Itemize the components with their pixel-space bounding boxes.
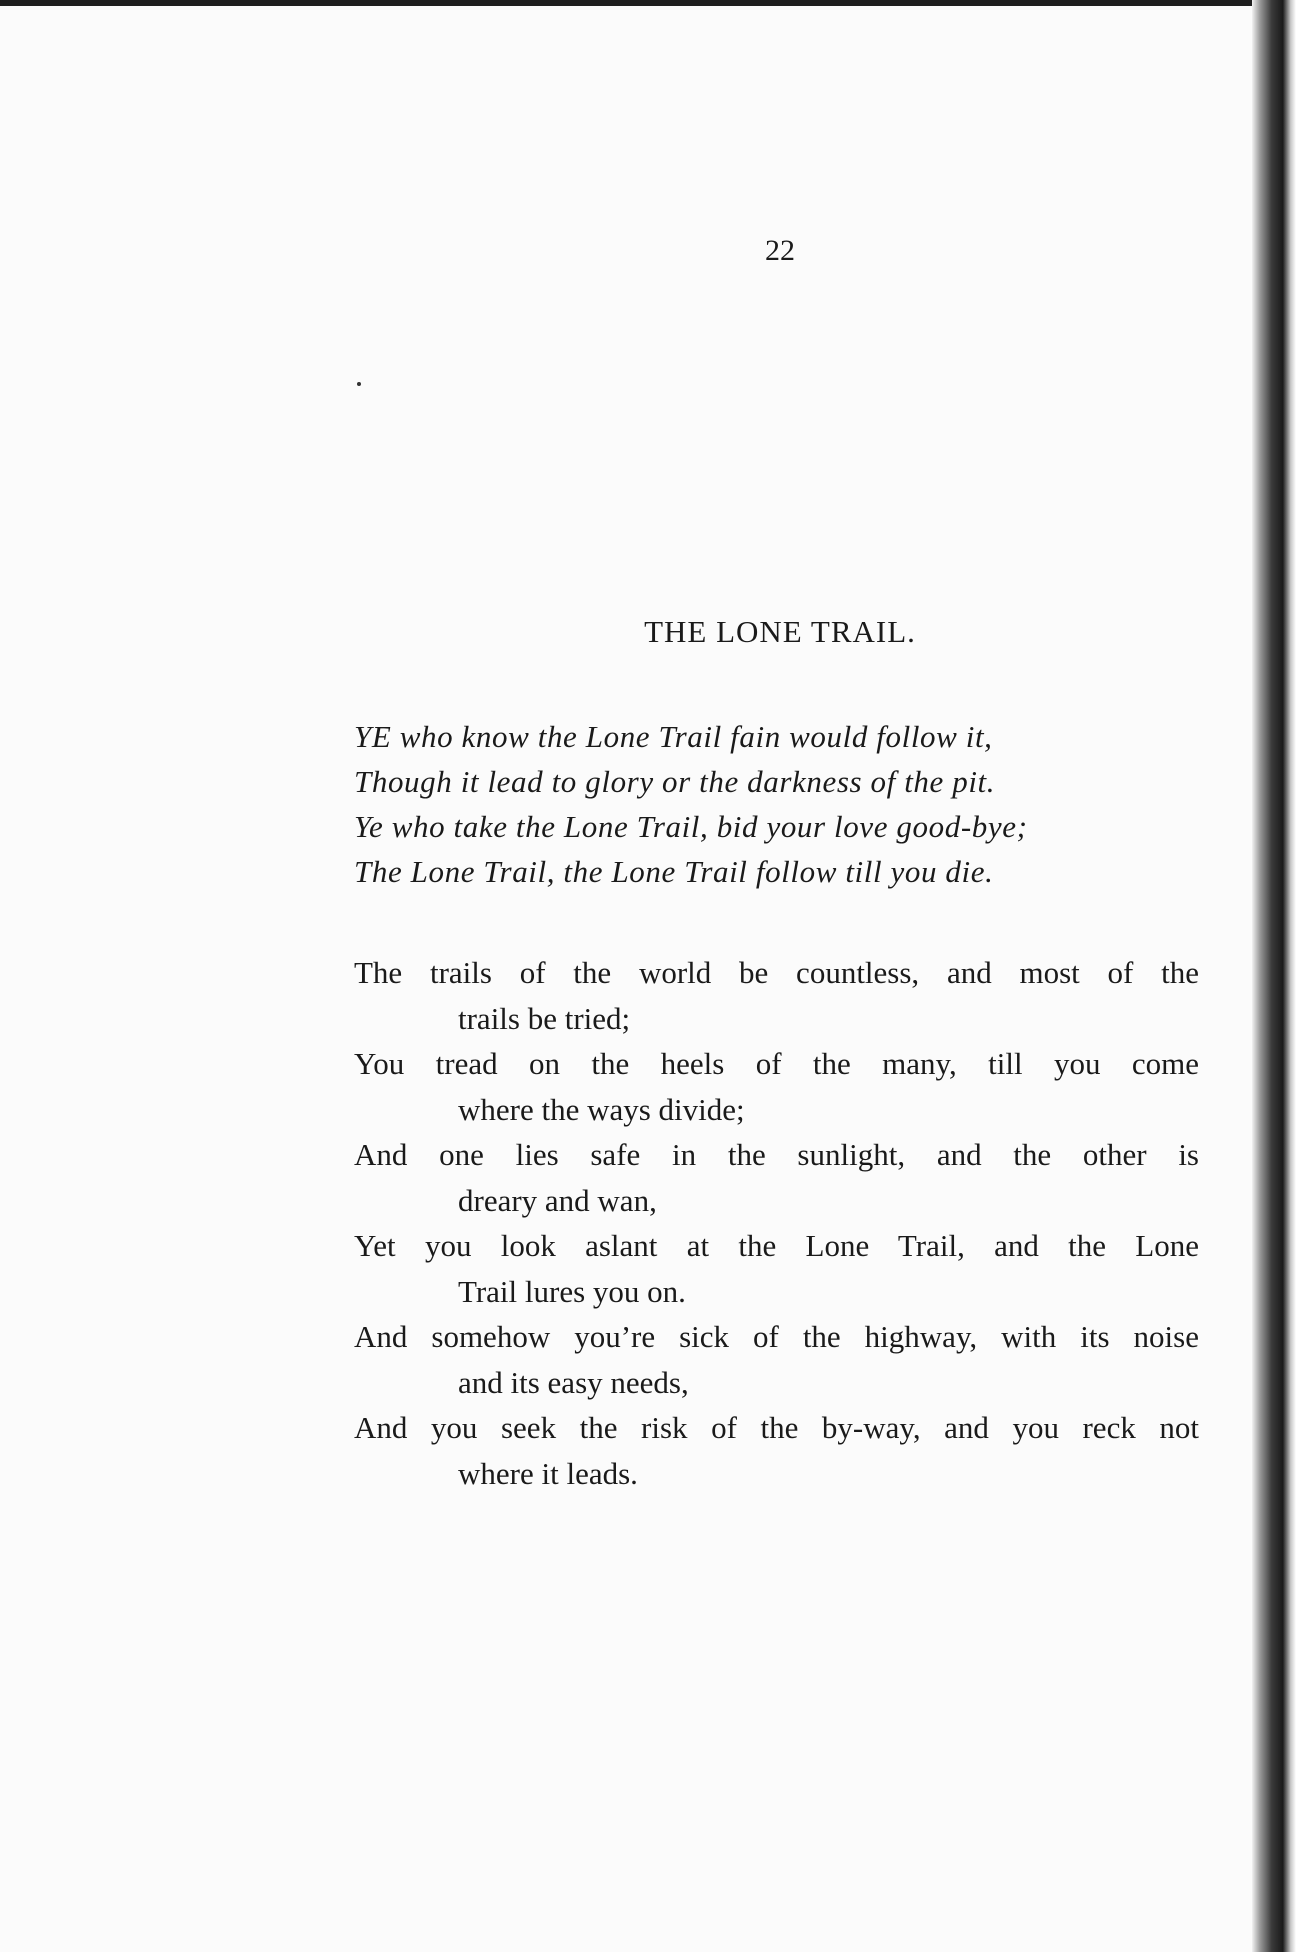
verse-continuation: Trail lures you on.: [458, 1273, 686, 1309]
refrain-line: Though it lead to glory or the darkness of the pit.: [354, 764, 996, 799]
verse: [354, 1405, 1199, 1496]
verse: [354, 1041, 1199, 1132]
verse-continuation: and its easy needs,: [458, 1364, 689, 1400]
verse-line: The trails of the world be countless, and most of the: [354, 955, 1199, 990]
poem-stanza: [354, 950, 1199, 1496]
verse: [354, 1132, 1199, 1223]
refrain-line: The Lone Trail, the Lone Trail follow till you die.: [354, 854, 994, 889]
verse-line: And you seek the risk of the by-way, and you reck not: [354, 1410, 1199, 1445]
verse-line: Yet you look aslant at the Lone Trail, and the Lone: [354, 1228, 1199, 1263]
verse: [354, 1223, 1199, 1314]
book-spine-edge: [1252, 0, 1296, 1952]
verse-line: And somehow you’re sick of the highway, with its noise: [354, 1319, 1199, 1354]
refrain-line: Ye who take the Lone Trail, bid your love good-bye;: [354, 809, 1028, 844]
verse-continuation: dreary and wan,: [458, 1182, 657, 1218]
verse-line: And one lies safe in the sunlight, and the other is: [354, 1137, 1199, 1172]
scan-speck: [357, 382, 361, 386]
verse-line: You tread on the heels of the many, till you come: [354, 1046, 1199, 1081]
verse: [354, 950, 1199, 1041]
poem-refrain: [354, 714, 1214, 894]
refrain-line: YE who know the Lone Trail fain would follow it,: [354, 719, 993, 754]
scan-top-edge: [0, 0, 1296, 6]
verse: [354, 1314, 1199, 1405]
page-number: 22: [765, 234, 795, 267]
verse-continuation: trails be tried;: [458, 1000, 631, 1036]
poem-title: THE LONE TRAIL.: [644, 614, 916, 649]
verse-continuation: where the ways divide;: [458, 1091, 745, 1127]
verse-continuation: where it leads.: [458, 1455, 638, 1491]
